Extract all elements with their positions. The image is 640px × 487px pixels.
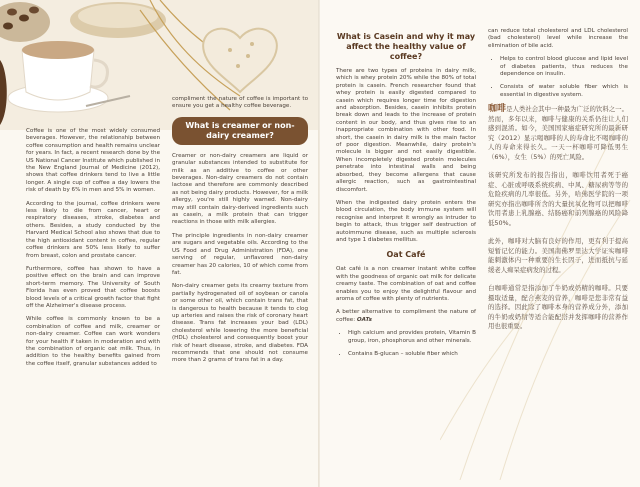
paragraph: According to the journal, coffee drinkers were less likely to die from cancer, heart or respiratory diseases, stroke, diabetes and others. Besides, a study conducted by the Harvard Medical School also shows that due to the high antioxidant content in coffee, regular coffee drinkers are 50% less likely to suffer from breast, colon and prostate cancer. — [26, 200, 160, 259]
chinese-intro: 是人类社会其中一种最为广泛的饮料之一。然而，多年以来，咖啡与健康的关系仍往让人们感到混淆。如今，美国国家癌症研究所的最新研究（2012）显示喝咖啡的人的寿命比不喝咖啡的人的寿命来得长久。一天一杯咖啡可降低男生（6%），女生（5%）的死亡风险。 — [488, 105, 628, 161]
chinese-lead: 咖啡 — [488, 104, 507, 115]
list-item: • High calcium and provides protein, Vitamin B group, iron, phosphorus and other minerals. — [348, 330, 476, 345]
casein-heading: What is Casein and why it may affect the healthy value of coffee? — [336, 32, 476, 61]
creamer-heading: What is creamer or non-dairy creamer? — [172, 117, 308, 145]
list-item: • Consists of water soluble fiber which is essential in digestive system. — [500, 84, 628, 99]
paragraph: Non-dairy creamer gets its creamy texture from partially hydrogenated oil of soybean or canola or some other oil, which contain trans fat, that is dangerous to health because it tends to clog up arteries and raises the risk of coronary heart disease. Trans fat increases your bad (LDL) cholesterol while lowering the more beneficial (HDL) cholesterol and consequently boost your risk of heart disease, stroke, and diabetes. FDA recommends that one should not consume more than 2 grams of trans fat in a day. — [172, 283, 308, 364]
paragraph: The principle ingredients in non-dairy creamer are sugars and vegetable oils. According to the US Food and Drug Administration (FDA), one serving of regular, unflavored non-dairy creamer has 20 calories, 10 of which come from fat. — [172, 232, 308, 276]
paragraph: compliment the nature of coffee is important to ensure you get a healthy coffee beverage. — [172, 96, 308, 110]
oats-intro: A better alternative to compliment the nature of coffee: — [336, 309, 476, 323]
paragraph: 白咖啡通常是指添加了牛奶或奶精的咖啡。只要摄取适量，配合燕麦的营养，咖啡是您非常有益的选择。因此除了咖啡本身的营养成分外，添加的牛奶或奶精等适合能配搭并发挥咖啡的营养作用也很重要。 — [488, 284, 628, 331]
paragraph: While coffee is commonly known to be a combination of coffee and milk, creamer or non-dairy creamer. Coffee can work wonders for your health if taken in moderation and with the combination of organic oat milk. Thus, in addition to the healthy benefits gained from the coffee itself, granular substances added to — [26, 316, 160, 367]
paragraph: Creamer or non-dairy creamers are liquid or granular substances intended to substitute for milk as an additive to coffee or other beverages. Non-dairy creamers do not contain lactose and therefore are commonly described as not being dairy products. However, for a milk allergy, you're still highly warned. Non-dairy may still contain dairy-derived ingredients such as casein, a milk protein that can trigger reactions in those with milk allergies. — [172, 152, 308, 226]
oat-cafe-heading: Oat Café — [386, 250, 426, 260]
paragraph: There are two types of proteins in dairy milk, which is whey protein 20% while the 80% of total protein is casein. French researcher found that whey protein is easily digested compared to casein which requires longer time for digestion and absorption. Besides, casein inhibits protein break down and leads to the increase of protein content in our body, and thus gives rise to an inappropriate combination with other food. In short, the casein in dairy milk is the main factor of poor digestion. Meanwhile, dairy protein's molecule is bigger and not easily digestible. When incompletely digested protein molecules penetrate into intestinal walls and being absorbed, they become allergens that cause allergic reaction, such as gastrointestinal discomfort. — [336, 68, 476, 193]
list-item: • Helps to control blood glucose and lipid level of diabetes patients, thus reduces the dependence on insulin. — [500, 56, 628, 78]
paragraph: Coffee is one of the most widely consumed beverages. However, the relationship between coffee consumption and health remains unclear for years. In fact, a recent research done by the US National Cancer Institute which published in the New England Journal of Medicine (2012), shows that coffee drinkers tend to live a little longer. A single cup of coffee a day lowers the risk of death by 6% in men and 5% in women. — [26, 128, 161, 194]
list-item: • Contains B-glucan – soluble fiber which — [348, 351, 476, 358]
paragraph: Oat café is a non creamer instant white coffee with the goodness of organic oat milk for delicate creamy taste. The combination of oat and coffee enables you to enjoy the delightful flavour and aroma of coffee with plenty of nutrients. — [336, 266, 476, 302]
left-column-2 — [172, 96, 308, 371]
paragraph: When the indigested dairy protein enters the blood circulation, the body immune system will recognise and interpret it wrongly as intruder to begin to attack, thus trigger self destruction of autoimmune disease, such as multiple sclerosis and type 1 diabetes mellitus. — [336, 199, 476, 243]
wheat-background-icon — [440, 60, 640, 480]
paragraph: 该研究所发布的报告指出，咖啡饮用者死于癌症、心脏或呼吸系统疾病、中风、糖尿病等等的危险疾病的几率很低。另外，哈佛医学院的一项研究亦指出咖啡所含的大量抗氧化物可以把咖啡饮用者患上乳腺癌、结肠癌和前列腺癌的风险降低50%。 — [488, 171, 628, 227]
paragraph: can reduce total cholesterol and LDL cholesterol (bad cholesterol) level while increase the elimination of bile acid. — [488, 28, 628, 49]
left-column-1 — [26, 128, 160, 374]
paragraph: 此外，咖啡对大脑有良好的作用，更有利于提高短暂记忆的能力。美国南佛罗里达大学证实咖啡能刺激体内一种重要的生长因子，进而抵抗与延缓老人痴呆症病发的过程。 — [488, 237, 628, 274]
oat-bowl-icon — [70, 2, 166, 38]
paragraph: Furthermore, coffee has shown to have a positive effect on the brain and can improve short-term memory. The University of South Florida has even proved that coffee boosts blood levels of a critical growth factor that fight off the Alzheimer's disease process. — [26, 265, 160, 309]
oats-word: OATs — [356, 316, 372, 323]
